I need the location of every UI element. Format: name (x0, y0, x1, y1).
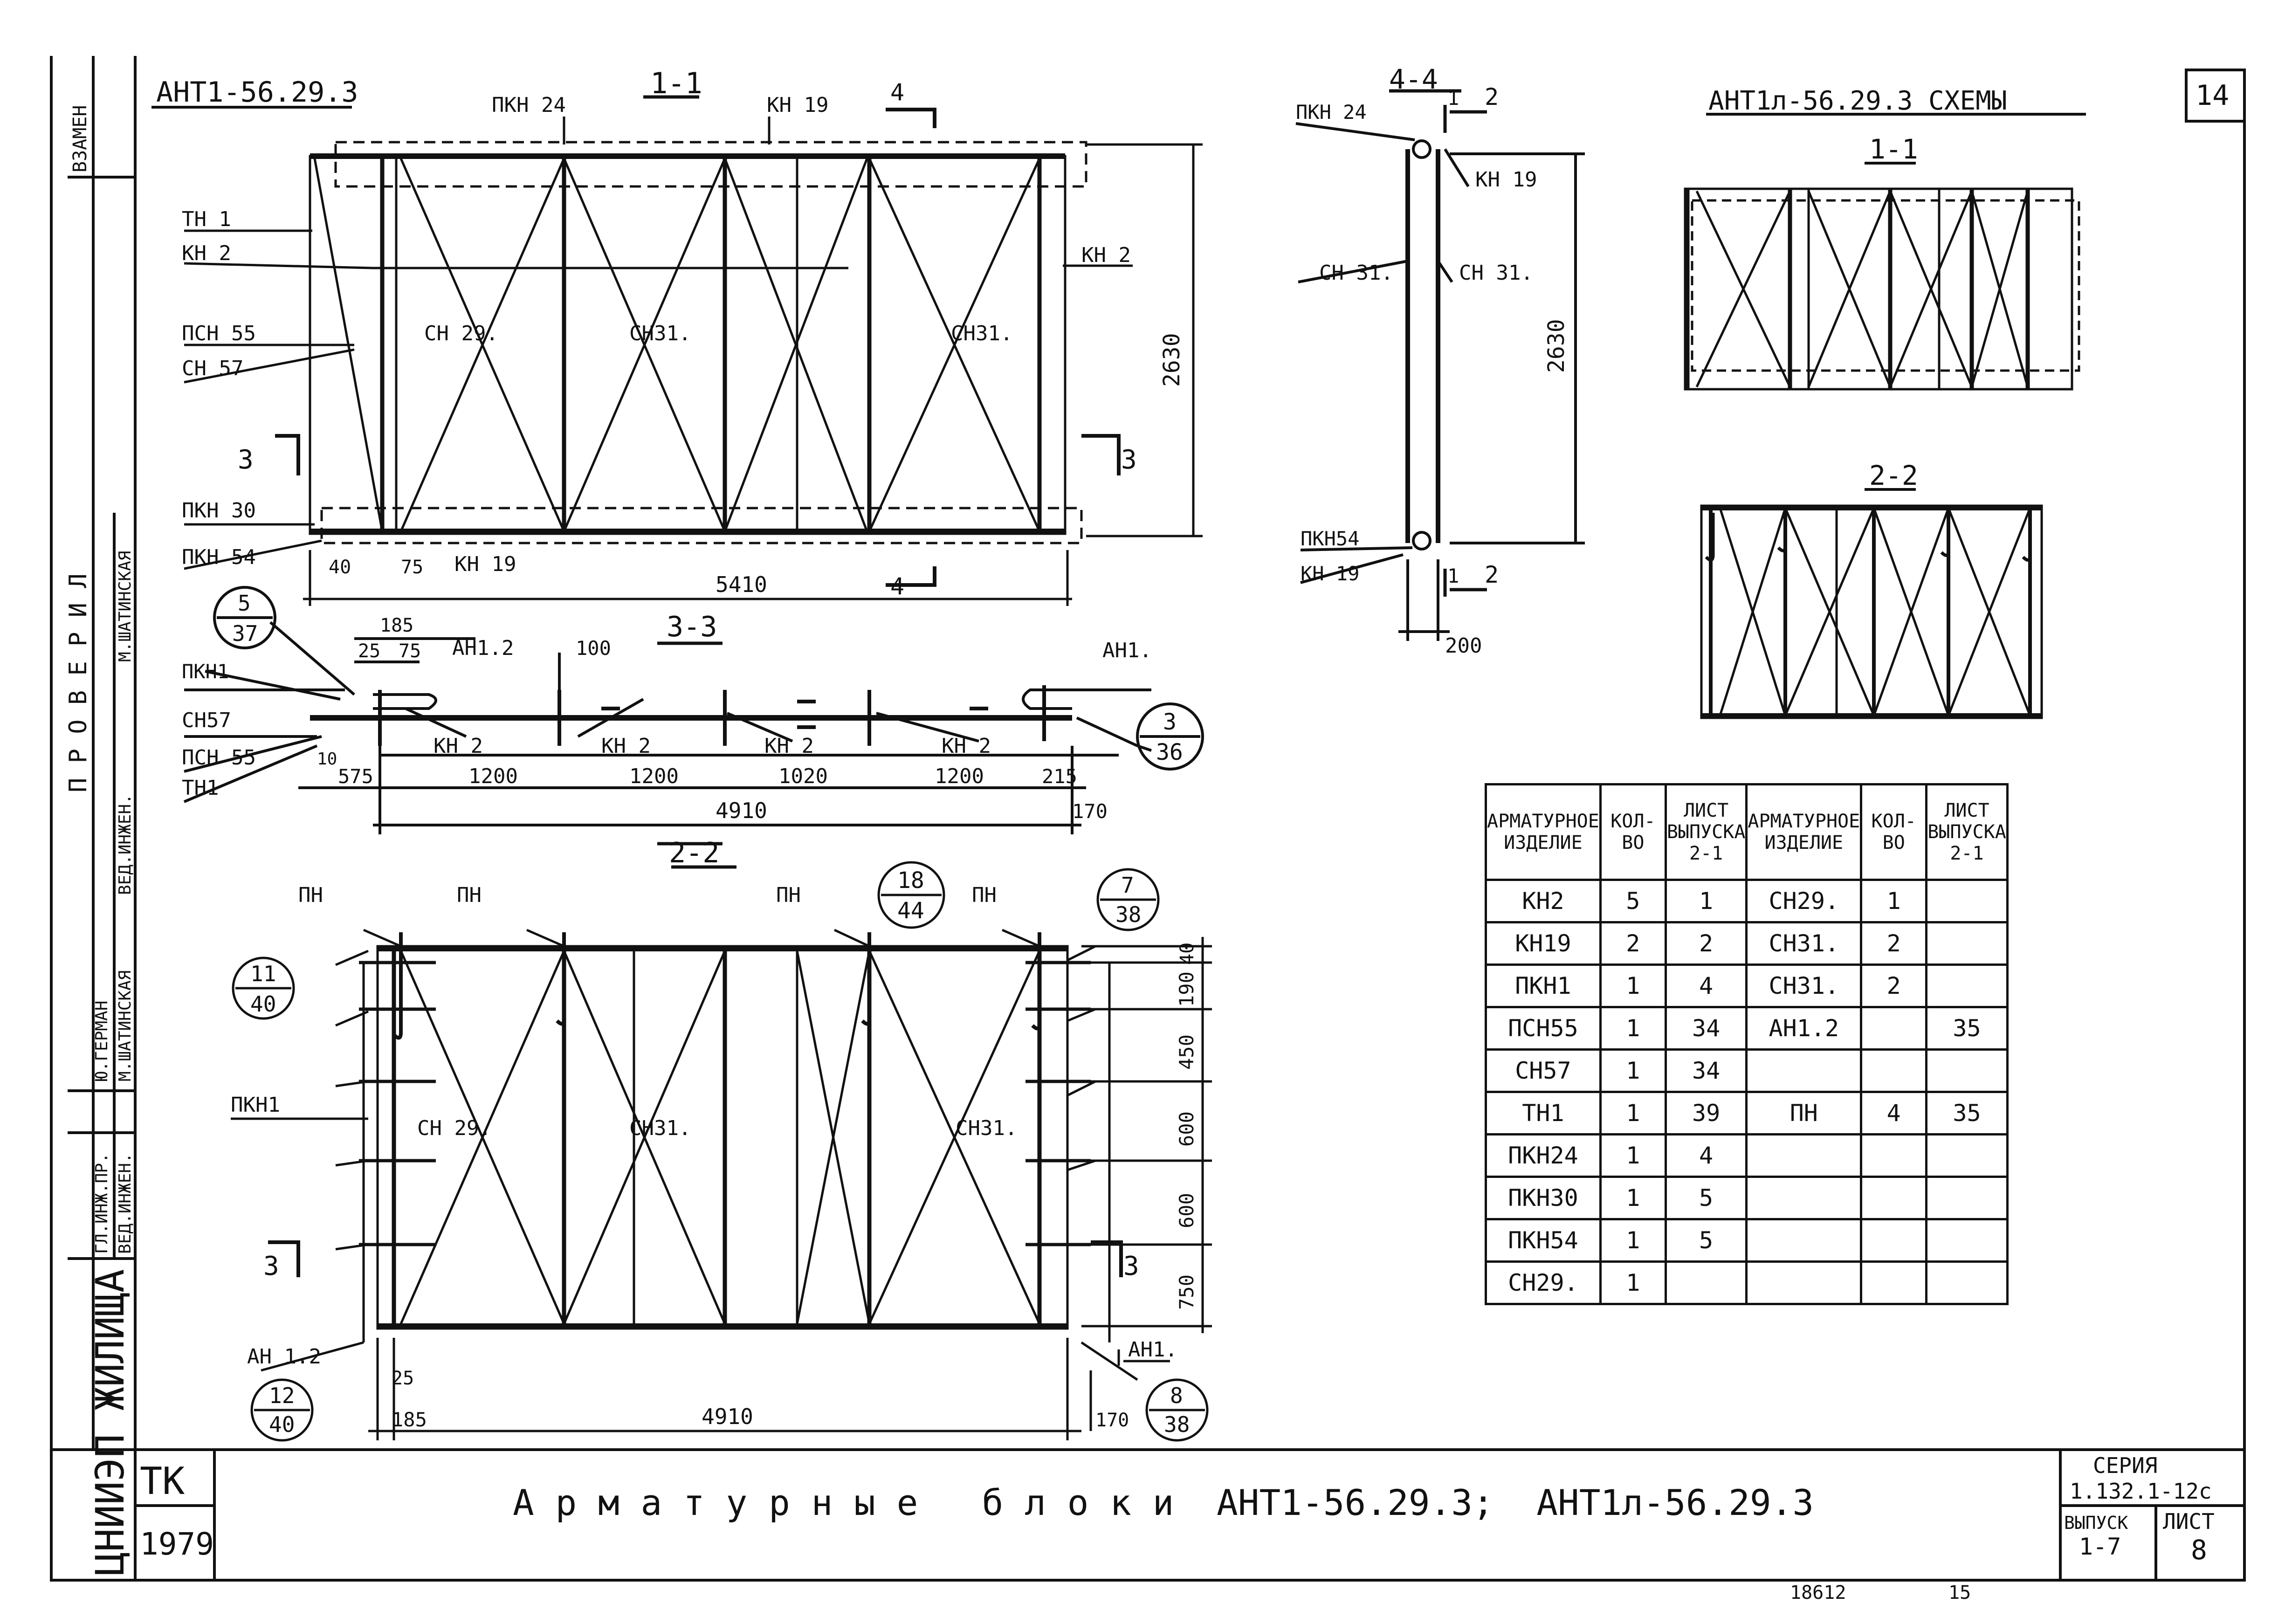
section-2-2 (231, 862, 1212, 1440)
mark-sn57: СН 57 (182, 357, 244, 380)
mark-22-sn31b: СН31. (956, 1116, 1018, 1140)
mark-33-pkn1: ПКН1 (182, 660, 229, 683)
table-row (1486, 1219, 2008, 1262)
dim-22-750: 750 (1175, 1274, 1198, 1310)
bottom-note-1: 18612 (1790, 1582, 1846, 1603)
callout-38b: 38 (1164, 1412, 1190, 1437)
callout-36: 36 (1156, 739, 1183, 765)
table-cell: 1 (1600, 1219, 1666, 1262)
table-cell (1747, 1262, 1861, 1304)
table-cell: АН1.2 (1747, 1007, 1861, 1050)
bottom-note-2: 15 (1948, 1582, 1971, 1603)
cut-mark-4b: 4 (890, 573, 905, 600)
mark-pkn30: ПКН 30 (182, 499, 256, 523)
table-cell: КН2 (1486, 880, 1601, 922)
section-33-title: 3-3 (667, 611, 717, 643)
role-3: ВЕД.ИНЖЕН. (116, 794, 135, 895)
role-1: ГЛ.ИНЖ.ПР. (92, 1153, 111, 1254)
series-value: 1.132.1-12с (2070, 1479, 2212, 1504)
dim-44-width: 200 (1445, 634, 1482, 658)
org-code: ТК (140, 1459, 185, 1503)
table-cell: 4 (1666, 1135, 1747, 1177)
scheme-11-title: 1-1 (1869, 133, 1918, 165)
table-cell: 2 (1861, 922, 1927, 965)
dim-33-100: 100 (576, 637, 611, 660)
dim-22-185: 185 (392, 1408, 427, 1431)
table-row (1486, 880, 2008, 922)
table-cell: 39 (1666, 1092, 1747, 1135)
table-row (1486, 922, 2008, 965)
table-cell: КН19 (1486, 922, 1601, 965)
main-elevation (151, 97, 1203, 606)
dim-33-215: 215 (1042, 765, 1077, 788)
main-code: АНТ1-56.29.3 (156, 76, 358, 109)
sheet-number: 14 (2196, 79, 2230, 112)
callout-5: 5 (238, 591, 251, 616)
name-3: М.ШАТИНСКАЯ (116, 551, 135, 662)
table-row (1486, 1050, 2008, 1092)
cut-22-3a: 3 (263, 1251, 279, 1281)
role-2: ВЕД.ИНЖЕН. (116, 1153, 135, 1254)
mark-33-tn1: ТН1 (182, 776, 219, 800)
table-cell: ТН1 (1486, 1092, 1601, 1135)
table-cell: ПСН55 (1486, 1007, 1601, 1050)
spec-header-cell: КОЛ-ВО (1861, 784, 1927, 880)
mark-22-pkn1: ПКН1 (231, 1093, 280, 1117)
mark-sn31a: СН31. (629, 322, 691, 345)
table-cell: 5 (1600, 880, 1666, 922)
mark-pkn54: ПКН 54 (182, 545, 256, 569)
name-1: Ю.ГЕРМАН (92, 1000, 111, 1081)
table-cell: 2 (1600, 922, 1666, 965)
dim-22-190: 190 (1175, 971, 1198, 1007)
table-cell: ПКН1 (1486, 965, 1601, 1007)
table-cell (1861, 1050, 1927, 1092)
spec-header-cell: ЛИСТ ВЫПУСКА 2-1 (1927, 784, 2008, 880)
mark-44-sn31-right: СН 31. (1459, 261, 1533, 285)
callout-7: 7 (1121, 873, 1134, 898)
mark-22-sn29: СН 29. (417, 1116, 491, 1140)
mark-33-an12: АН1.2 (452, 636, 514, 660)
table-cell (1927, 1050, 2008, 1092)
table-cell: 2 (1666, 922, 1747, 965)
table-cell: ПН (1747, 1092, 1861, 1135)
dim-33-25: 25 (358, 640, 381, 662)
table-cell: 34 (1666, 1007, 1747, 1050)
cut-22-3b: 3 (1123, 1251, 1139, 1281)
callout-3: 3 (1163, 709, 1177, 735)
cut-mark-3b: 3 (1121, 445, 1137, 475)
table-cell: 1 (1600, 1135, 1666, 1177)
table-cell (1927, 965, 2008, 1007)
mark-33-sn57: СН57 (182, 709, 231, 732)
table-cell: 1 (1861, 880, 1927, 922)
table-cell (1861, 1219, 1927, 1262)
mark-22-sn31a: СН31. (629, 1116, 691, 1140)
callout-38a: 38 (1115, 902, 1142, 927)
mark-kn19-top: КН 19 (767, 93, 829, 117)
dim-33-185: 185 (380, 615, 414, 636)
table-cell (1861, 1135, 1927, 1177)
cut-mark-4a: 4 (890, 79, 905, 106)
table-cell: 5 (1666, 1219, 1747, 1262)
mark-33-kn2-b: КН 2 (601, 734, 651, 758)
table-cell (1927, 922, 2008, 965)
main-height-dim: 2630 (1159, 333, 1185, 387)
table-row (1486, 1007, 2008, 1050)
name-2: М.ШАТИНСКАЯ (116, 970, 135, 1081)
dim-44-height: 2630 (1543, 319, 1569, 373)
mark-kn19-bottom: КН 19 (454, 552, 516, 576)
dim-22-600b: 600 (1175, 1193, 1198, 1228)
mark-pkn24: ПКН 24 (492, 93, 566, 117)
table-cell (1747, 1177, 1861, 1219)
table-cell (1747, 1135, 1861, 1177)
spec-header-cell: АРМАТУРНОЕ ИЗДЕЛИЕ (1747, 784, 1861, 880)
mark-22-pn-a: ПН (298, 883, 323, 907)
mark-22-pn-d: ПН (972, 883, 997, 907)
issue-label: ВЫПУСК (2064, 1513, 2128, 1533)
mark-33-kn2-c: КН 2 (764, 734, 814, 758)
dim-33-1200c: 1200 (935, 764, 984, 788)
mark-kn2-right: КН 2 (1081, 243, 1131, 267)
dim-33-10: 10 (317, 750, 337, 769)
table-cell: 35 (1927, 1007, 2008, 1050)
cut-44-n2-top: 2 (1485, 83, 1499, 110)
table-cell (1747, 1050, 1861, 1092)
callout-44: 44 (897, 898, 924, 924)
dim-33-total: 4910 (716, 798, 767, 823)
section-4-4 (1296, 91, 1585, 641)
mark-33-an1: АН1. (1102, 639, 1152, 662)
table-cell: ПКН30 (1486, 1177, 1601, 1219)
org-name: ЦНИИЭП ЖИЛИЩА (87, 1269, 133, 1576)
callout-12: 12 (269, 1383, 295, 1408)
table-cell (1927, 1177, 2008, 1219)
scheme-22-title: 2-2 (1869, 460, 1918, 491)
mark-22-an12: АН 1.2 (247, 1345, 321, 1369)
spec-header-cell: КОЛ-ВО (1600, 784, 1666, 880)
table-cell: СН57 (1486, 1050, 1601, 1092)
dim-33-575: 575 (338, 765, 373, 788)
vzamen-label: ВЗАМЕН (69, 105, 91, 172)
table-cell: ПКН54 (1486, 1219, 1601, 1262)
table-cell: СН29. (1486, 1262, 1601, 1304)
table-cell: 1 (1666, 880, 1747, 922)
mark-33-psn55: ПСН 55 (182, 746, 256, 770)
mark-44-pkn24: ПКН 24 (1296, 101, 1367, 124)
spec-header-cell: ЛИСТ ВЫПУСКА 2-1 (1666, 784, 1747, 880)
dim-33-75: 75 (399, 640, 421, 662)
table-cell: СН31. (1747, 922, 1861, 965)
table-cell (1927, 1262, 2008, 1304)
callout-8: 8 (1170, 1383, 1183, 1408)
mark-33-kn2-a: КН 2 (434, 734, 483, 758)
dim-22-total: 4910 (702, 1404, 753, 1429)
table-cell: 2 (1861, 965, 1927, 1007)
mark-tn1: ТН 1 (182, 207, 231, 231)
mark-22-an1: АН1. (1128, 1338, 1177, 1362)
page-label: ЛИСТ (2163, 1509, 2215, 1534)
sheet-year: 1979 (140, 1526, 214, 1562)
table-cell: 5 (1666, 1177, 1747, 1219)
table-cell: 35 (1927, 1092, 2008, 1135)
table-cell (1927, 1135, 2008, 1177)
dim-75: 75 (401, 557, 424, 578)
table-cell: 1 (1600, 965, 1666, 1007)
table-cell: 1 (1600, 1092, 1666, 1135)
mark-33-kn2-d: КН 2 (942, 734, 991, 758)
series-label: СЕРИЯ (2093, 1453, 2158, 1478)
callout-40b: 40 (269, 1412, 295, 1437)
table-cell (1861, 1007, 1927, 1050)
mark-sn29: СН 29. (424, 322, 498, 345)
dim-22-450: 450 (1175, 1034, 1198, 1070)
table-cell: 4 (1861, 1092, 1927, 1135)
table-cell: 1 (1600, 1177, 1666, 1219)
callout-37: 37 (232, 621, 258, 646)
mark-44-sn31-left: СН 31. (1319, 261, 1393, 285)
dim-22-25: 25 (392, 1368, 414, 1389)
cut-44-n1-bot: 1 (1447, 564, 1459, 587)
table-cell (1927, 880, 2008, 922)
callout-18: 18 (897, 867, 924, 894)
table-cell: ПКН24 (1486, 1135, 1601, 1177)
cut-mark-3a: 3 (238, 445, 254, 475)
table-cell: 34 (1666, 1050, 1747, 1092)
mark-44-kn19-top: КН 19 (1475, 168, 1537, 192)
spec-body (1486, 880, 2008, 1304)
table-cell: 1 (1600, 1262, 1666, 1304)
specification-table (1485, 783, 2009, 1305)
mark-sn31b: СН31. (951, 322, 1013, 345)
mark-44-pkn54: ПКН54 (1301, 527, 1360, 550)
table-row (1486, 1177, 2008, 1219)
mark-kn2-left: КН 2 (182, 241, 231, 265)
main-length-dim: 5410 (716, 572, 767, 597)
drawing-title: А р м а т у р н ы е б л о к и АНТ1-56.29.3; АНТ1л-56.29.3 (513, 1482, 1814, 1523)
table-row (1486, 1092, 2008, 1135)
page-value: 8 (2191, 1534, 2207, 1566)
dim-22-40: 40 (1177, 942, 1198, 965)
schemes (1685, 114, 2086, 718)
dim-33-1020: 1020 (778, 764, 828, 788)
schemes-title: АНТ1л-56.29.3 СХЕМЫ (1708, 86, 2007, 116)
table-cell (1747, 1219, 1861, 1262)
table-row (1486, 965, 2008, 1007)
dim-33-1200a: 1200 (468, 764, 518, 788)
cut-44-n1-top: 1 (1447, 87, 1459, 110)
table-row (1486, 1262, 2008, 1304)
dim-33-1200b: 1200 (629, 764, 679, 788)
table-cell (1666, 1262, 1747, 1304)
dim-40: 40 (329, 557, 351, 578)
table-cell: 4 (1666, 965, 1747, 1007)
mark-22-pn-c: ПН (776, 883, 801, 907)
table-cell: 1 (1600, 1007, 1666, 1050)
dim-33-170: 170 (1072, 800, 1108, 823)
spec-header-cell: АРМАТУРНОЕ ИЗДЕЛИЕ (1486, 784, 1601, 880)
issue-value: 1-7 (2079, 1533, 2121, 1560)
section-22-title: 2-2 (669, 837, 720, 869)
section-44-title: 4-4 (1389, 63, 1438, 95)
table-cell (1927, 1219, 2008, 1262)
main-section-title: 1-1 (650, 66, 702, 100)
table-cell: 1 (1600, 1050, 1666, 1092)
table-cell (1861, 1177, 1927, 1219)
checked-label: П Р О В Е Р И Л (64, 573, 92, 792)
callout-11: 11 (250, 961, 276, 986)
dim-22-600a: 600 (1175, 1111, 1198, 1147)
mark-psn55: ПСН 55 (182, 322, 256, 345)
table-cell: СН29. (1747, 880, 1861, 922)
table-cell: СН31. (1747, 965, 1861, 1007)
mark-44-kn19-bot: КН 19 (1301, 562, 1360, 585)
mark-22-pn-b: ПН (457, 883, 482, 907)
dim-22-170: 170 (1095, 1410, 1129, 1431)
spec-header-row (1486, 784, 2008, 880)
cut-44-n2-bot: 2 (1485, 561, 1499, 588)
table-row (1486, 1135, 2008, 1177)
callout-40a: 40 (250, 991, 276, 1017)
table-cell (1861, 1262, 1927, 1304)
